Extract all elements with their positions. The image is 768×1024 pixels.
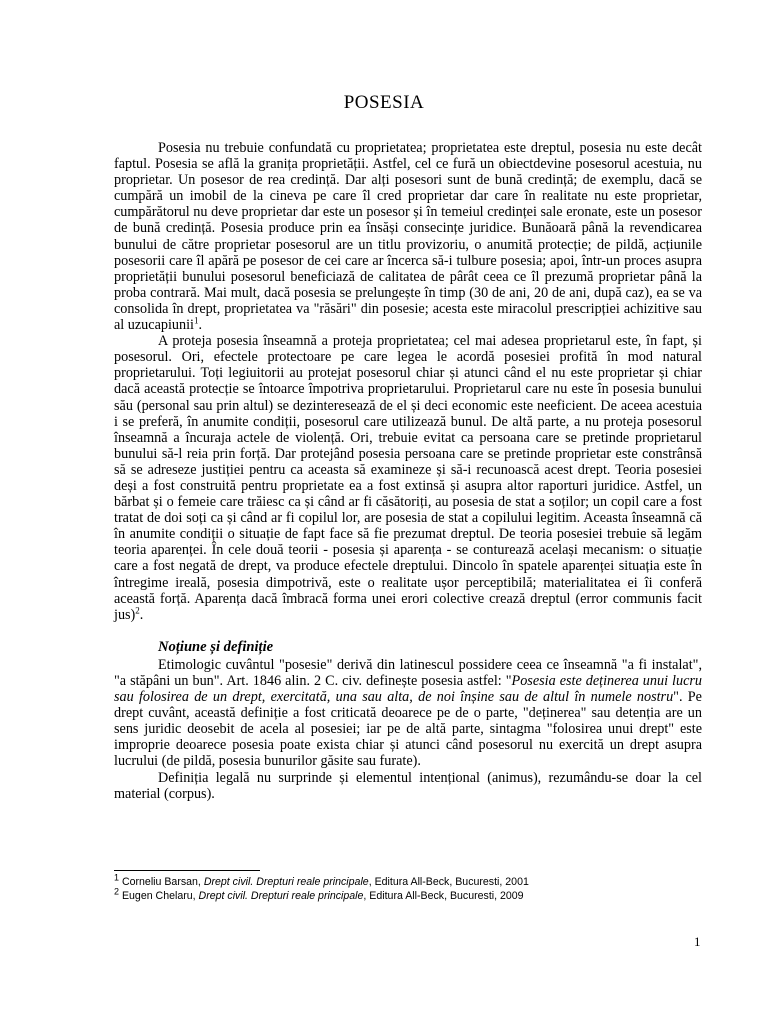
footnote-ref-2[interactable]: 2: [135, 604, 140, 615]
paragraph-2-text: A proteja posesia înseamnă a proteja proprietatea; cel mai adesea proprietarul este, în fapt, și posesorul. Ori, efectele protectoare pe care legea le acordă posesiei profită în mod natural proprietarului. Toți legiuitorii au protejat posesorul chiar și atunci când el nu este proprietar și chiar dacă această protecție se întoarce împotriva proprietarului. Proprietarul care nu este în posesia bunului său (personal sau prin altul) se dezinteresează de el și deci economic este neeficient. De aceea acestuia i se preferă, în anumite condiții, posesorul care utilizează bunul. De altă parte, a nu proteja posesorul înseamnă a încuraja actele de violență. Ori, trebuie evitat ca persoana care se pretinde proprietarul bunului să-l reia prin forță. Dar protejând posesia persoana care se pretinde proprietar este constrânsă să se adreseze justiției pentru ca aceasta să examineze și să-i recunoască acest drept. Teoria posesiei deși a fost construită pentru proprietate ea a fost extinsă și asupra altor raporturi juridice. Astfel, un bărbat și o femeie care trăiesc ca și când ar fi căsătoriți, au posesia de stat a soților; un copil care a fost tratat de doi soți ca și când ar fi copilul lor, are posesia de stat a copilului legitim. Aceasta înseamnă că în anumite condiții o situație de fapt face să fie prezumat dreptul. De teoria posesiei trebuie să legăm teoria aparenței. În cele două teorii - posesia și aparența - se conturează același mecanism: o situație care a fost negată de drept, va produce efectele dreptului. Dincolo în spatele aparenței situația este în întregime ireală, posesia dimpotrivă, este o realitate ușor perceptibilă; materialitatea ei îi conferă această forță. Aparența dacă îmbracă forma unei erori colective crează dreptul (error communis facit jus): [114, 333, 702, 623]
footnote-ref-1[interactable]: 1: [193, 315, 199, 326]
paragraph-3-text-a: Etimologic cuvântul "posesie" derivă din latinescul possidere ceea ce înseamnă "a fi instalat", "a stăpâni un bun". Art. 1846 alin. 2 C. civ. definește posesia astfel: ": [114, 656, 702, 689]
document-body: [114, 140, 702, 802]
footnotes: [114, 872, 714, 903]
footnote-2: [114, 886, 714, 903]
paragraph-2-end: .: [139, 606, 144, 623]
footnote-2-title: Drept civil. Drepturi reale principale: [198, 890, 364, 902]
paragraph-1: [114, 140, 702, 333]
paragraph-1-text: Posesia nu trebuie confundată cu proprietatea; proprietatea este dreptul, posesia nu este decât faptul. Posesia se află la granița proprietății. Astfel, cel ce fură un obiectdevine posesorul acestuia, nu proprietar. Un posesor de rea credință. Dar alți posesori sunt de bună credință; de exemplu, dacă se cumpără un imobil de la cineva pe care îl cred proprietar dar care în realitate nu este proprietar, cumpărătorul nu deve proprietar dar este un posesor și în temeiul credinței sale eronate, este un posesor de bună credință. Posesia produce prin ea însăși consecințe juridice. Bunăoară până la revendicarea bunului de către proprietar posesorul are un titlu provizoriu, o anumită protecție; de pildă, acțiunile posesorii care îl apără pe posesor de cei care ar încerca să-i tulbure posesia; apoi, într-un proces asupra proprietății bunului posesorul beneficiază de calitatea de pârât ceea ce îl prezumă proprietar până la proba contrară. Mai mult, dacă posesia se prelungește în timp (30 de ani, 20 de ani, după caz), ea se va consolida în drept, proprietatea va "răsări" din posesie; acesta este miracolul prescripției achizitive sau al uzucapiunii: [114, 140, 702, 334]
paragraph-1-end: .: [198, 317, 203, 334]
footnote-1-publisher: , Editura All-Beck, Bucuresti, 2001: [368, 876, 529, 888]
footnote-2-author: Eugen Chelaru,: [121, 890, 196, 902]
footnote-2-number: 2: [114, 886, 120, 897]
page-title: POSESIA: [343, 92, 425, 113]
footnote-separator: [114, 870, 260, 871]
paragraph-3-text-b: ". Pe drept cuvânt, această definiție a fost criticată deoarece pe de o parte, "deținerea" sau detenția are un sens juridic deosebit de acela al posesiei; iar pe de altă parte, sintagma "folosirea unui drept" este improprie deoarece posesia poate exista chiar și atunci când posesorul nu exercită un drept asupra lucrului (de pildă, posesia bunurilor găsite sau furate).: [114, 689, 702, 770]
section-heading: Noțiune și definiție: [158, 638, 274, 655]
footnote-1-number: 1: [114, 872, 120, 883]
footnote-1-title: Drept civil. Drepturi reale principale: [203, 876, 369, 888]
paragraph-2: [114, 333, 702, 623]
paragraph-3: [114, 657, 702, 770]
paragraph-3-definition-quote: Posesia este deținerea unui lucru sau folosirea de un drept, exercitată, una sau alta, de noi înșine sau de altul în numele nostru: [114, 673, 702, 706]
page-number: 1: [694, 934, 701, 949]
footnote-1-author: Corneliu Barsan,: [121, 876, 201, 888]
paragraph-4: Definiția legală nu surprinde și elementul intențional (animus), rezumându-se doar la cel material (corpus).: [114, 769, 702, 802]
footnote-1: [114, 872, 714, 889]
footnote-2-publisher: , Editura All-Beck, Bucuresti, 2009: [363, 890, 524, 902]
